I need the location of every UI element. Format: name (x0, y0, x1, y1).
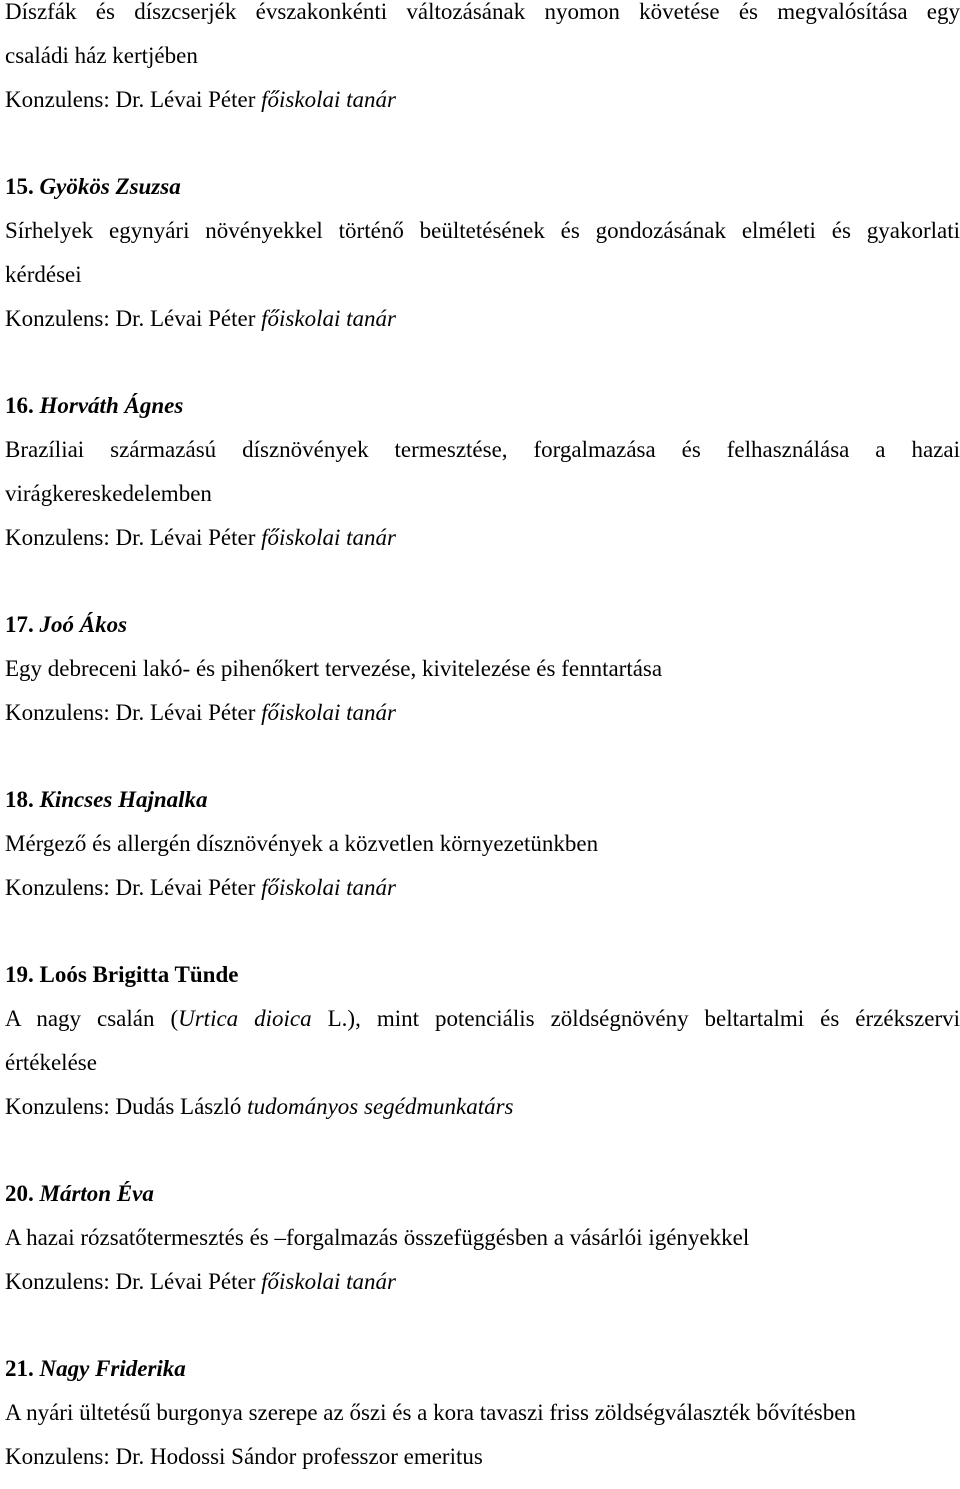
student-heading (5, 1357, 960, 1401)
student-heading (5, 1182, 960, 1226)
student-heading (5, 175, 960, 219)
thesis-entry (5, 394, 960, 570)
consultant-role: főiskolai tanár (261, 1269, 396, 1294)
species-name: Urtica dioica (178, 1006, 312, 1031)
thesis-entry (5, 1182, 960, 1314)
consultant-line (5, 526, 960, 570)
consultant-line (5, 307, 960, 351)
thesis-title-line: Egy debreceni lakó- és pihenőkert tervezése, kivitelezése és fenntartása (5, 656, 663, 681)
thesis-title-line: Díszfák és díszcserjék évszakonkénti változásának nyomon követése és megvalósítása egy (5, 0, 960, 24)
title-text: L.), mint potenciális zöldségnövény beltartalmi és érzékszervi (311, 1006, 960, 1031)
consultant-name: Konzulens: Dr. Lévai Péter (5, 875, 262, 900)
consultant-line (5, 876, 960, 920)
consultant-name: Konzulens: Dr. Lévai Péter (5, 525, 262, 550)
consultant-role: főiskolai tanár (261, 875, 396, 900)
consultant-line (5, 1095, 960, 1139)
student-name: Joó Ákos (39, 612, 128, 637)
student-name: Márton Éva (39, 1181, 154, 1206)
student-heading (5, 613, 960, 657)
title-text: A nagy csalán ( (5, 1006, 179, 1031)
thesis-entry (5, 963, 960, 1139)
consultant-name: Konzulens: Dr. Lévai Péter (5, 700, 262, 725)
entry-number: 16. (5, 393, 34, 418)
consultant-name: Konzulens: Dr. Lévai Péter (5, 87, 262, 112)
thesis-title-line: virágkereskedelemben (5, 481, 212, 506)
consultant-role: főiskolai tanár (261, 525, 396, 550)
thesis-title-line: családi ház kertjében (5, 43, 198, 68)
thesis-title-line: értékelése (5, 1050, 97, 1075)
consultant-line (5, 701, 960, 745)
consultant-line (5, 88, 960, 132)
thesis-title-line: A nyári ültetésű burgonya szerepe az őszi és a kora tavaszi friss zöldségválaszték bővítésben (5, 1400, 856, 1425)
thesis-title-line: Brazíliai származású dísznövények termesztése, forgalmazása és felhasználása a hazai (5, 437, 960, 462)
thesis-title-line: Mérgező és allergén dísznövények a közvetlen környezetünkben (5, 831, 599, 856)
student-name: Nagy Friderika (39, 1356, 186, 1381)
entry-number: 20. (5, 1181, 34, 1206)
consultant-line (5, 1445, 960, 1489)
thesis-title-line: Sírhelyek egynyári növényekkel történő beültetésének és gondozásának elméleti és gyakorlati (5, 218, 960, 243)
thesis-entry (5, 0, 960, 132)
consultant-role: tudományos segédmunkatárs (247, 1094, 514, 1119)
entry-number: 18. (5, 787, 34, 812)
document-page (5, 0, 960, 1489)
consultant-role: főiskolai tanár (261, 700, 396, 725)
consultant-role: főiskolai tanár (261, 306, 396, 331)
thesis-title-line: kérdései (5, 262, 82, 287)
student-heading (5, 963, 960, 1007)
student-name: Horváth Ágnes (39, 393, 184, 418)
entry-number: 15. (5, 174, 34, 199)
consultant-name: Konzulens: Dr. Lévai Péter (5, 1269, 262, 1294)
student-heading (5, 788, 960, 832)
thesis-entry (5, 175, 960, 351)
thesis-title-line: A hazai rózsatőtermesztés és –forgalmazás összefüggésben a vásárlói igényekkel (5, 1225, 750, 1250)
consultant-name: Konzulens: Dr. Hodossi Sándor professzor emeritus (5, 1444, 483, 1469)
thesis-title-line (5, 1007, 960, 1051)
thesis-entry (5, 1357, 960, 1489)
student-name: Gyökös Zsuzsa (39, 174, 181, 199)
entry-number: 17. (5, 612, 34, 637)
consultant-name: Konzulens: Dr. Lévai Péter (5, 306, 262, 331)
consultant-line (5, 1270, 960, 1314)
student-name: Kincses Hajnalka (39, 787, 208, 812)
entry-number: 21. (5, 1356, 34, 1381)
student-name: Loós Brigitta Tünde (39, 962, 239, 987)
student-heading (5, 394, 960, 438)
consultant-name: Konzulens: Dudás László (5, 1094, 248, 1119)
entry-number: 19. (5, 962, 34, 987)
thesis-entry (5, 613, 960, 745)
consultant-role: főiskolai tanár (261, 87, 396, 112)
thesis-entry (5, 788, 960, 920)
